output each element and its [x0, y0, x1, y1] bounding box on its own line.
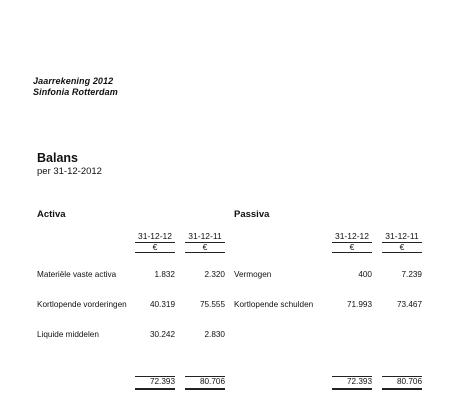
organization-name: Sinfonia Rotterdam: [33, 87, 118, 97]
passiva-column-2012: [332, 231, 372, 253]
page-subtitle: per 31-12-2012: [37, 166, 102, 177]
passiva-column-2012-date: 31-12-12: [332, 231, 372, 243]
passiva-column-2012-currency: €: [332, 243, 372, 253]
passiva-heading: Passiva: [234, 209, 270, 220]
activa-column-2011: [185, 231, 225, 253]
activa-row-value-2012: 1.832: [154, 270, 175, 279]
passiva-row-value-2011: 73.467: [396, 300, 422, 309]
activa-column-2012-currency: €: [135, 243, 175, 253]
passiva-column-2011-currency: €: [382, 243, 422, 253]
activa-total-2012: 72.393: [135, 376, 175, 390]
activa-total-2011: 80.706: [185, 376, 225, 390]
passiva-total-2011: 80.706: [382, 376, 422, 390]
activa-row-label: Materiële vaste activa: [37, 270, 117, 279]
passiva-row-label: Kortlopende schulden: [234, 300, 314, 309]
activa-row-value-2011: 2.830: [204, 330, 225, 339]
activa-column-2012-date: 31-12-12: [135, 231, 175, 243]
passiva-row-value-2012: 400: [358, 270, 372, 279]
activa-row-label: Liquide middelen: [37, 330, 99, 339]
passiva-total-2012: 72.393: [332, 376, 372, 390]
activa-column-2011-date: 31-12-11: [185, 231, 225, 243]
passiva-row-value-2012: 71.993: [346, 300, 372, 309]
activa-row-value-2011: 75.555: [199, 300, 225, 309]
passiva-column-2011: [382, 231, 422, 253]
page-title: Balans: [37, 151, 78, 165]
passiva-row-value-2011: 7.239: [401, 270, 422, 279]
activa-heading: Activa: [37, 209, 66, 220]
report-title: Jaarrekening 2012: [33, 76, 114, 86]
activa-row-value-2012: 40.319: [149, 300, 175, 309]
activa-row-value-2012: 30.242: [149, 330, 175, 339]
activa-row-value-2011: 2.320: [204, 270, 225, 279]
activa-column-2011-currency: €: [185, 243, 225, 253]
passiva-column-2011-date: 31-12-11: [382, 231, 422, 243]
activa-column-2012: [135, 231, 175, 253]
activa-row-label: Kortlopende vorderingen: [37, 300, 127, 309]
passiva-row-label: Vermogen: [234, 270, 272, 279]
